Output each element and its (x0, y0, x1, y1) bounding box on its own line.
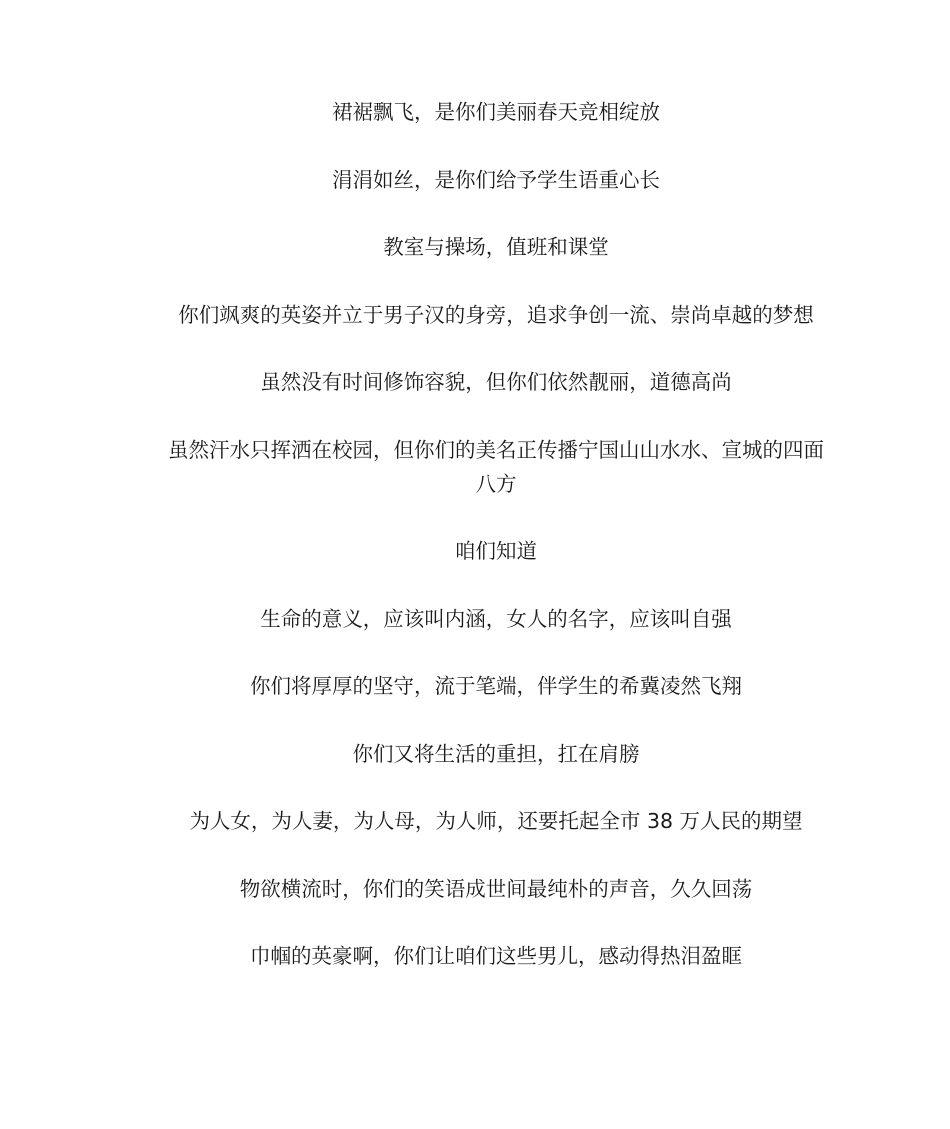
poem-line: 咱们知道 (455, 539, 537, 563)
poem-line: 物欲横流时，你们的笑语成世间最纯朴的声音，久久回荡 (239, 876, 753, 901)
poem-line: 你们将厚厚的坚守，流于笔端，伴学生的希冀凌然飞翔 (250, 674, 742, 698)
poem-line: 你们飒爽的英姿并立于男子汉的身旁，追求争创一流、崇尚卓越的梦想 (178, 302, 814, 327)
poem-line: 巾帼的英豪啊，你们让咱们这些男儿，感动得热泪盈眶 (250, 944, 742, 968)
poem-line: 教室与操场，值班和课堂 (383, 235, 609, 259)
poem-line: 为人女，为人妻，为人母，为人师，还要托起全市 38 万人民的期望 (189, 809, 803, 833)
poem-line: 虽然汗水只挥洒在校园，但你们的美名正传播宁国山山水水、宣城的四面八方 (168, 437, 824, 496)
poem-line: 生命的意义，应该叫内涵，女人的名字，应该叫自强 (260, 606, 732, 631)
poem-line: 涓涓如丝，是你们给予学生语重心长 (332, 167, 660, 192)
poem-line: 虽然没有时间修饰容貌，但你们依然靓丽，道德高尚 (260, 370, 732, 394)
poem-body (160, 95, 832, 1007)
poem-line: 你们又将生活的重担，扛在肩膀 (352, 741, 640, 766)
poem-line: 裙裾飘飞，是你们美丽春天竞相绽放 (332, 100, 660, 124)
